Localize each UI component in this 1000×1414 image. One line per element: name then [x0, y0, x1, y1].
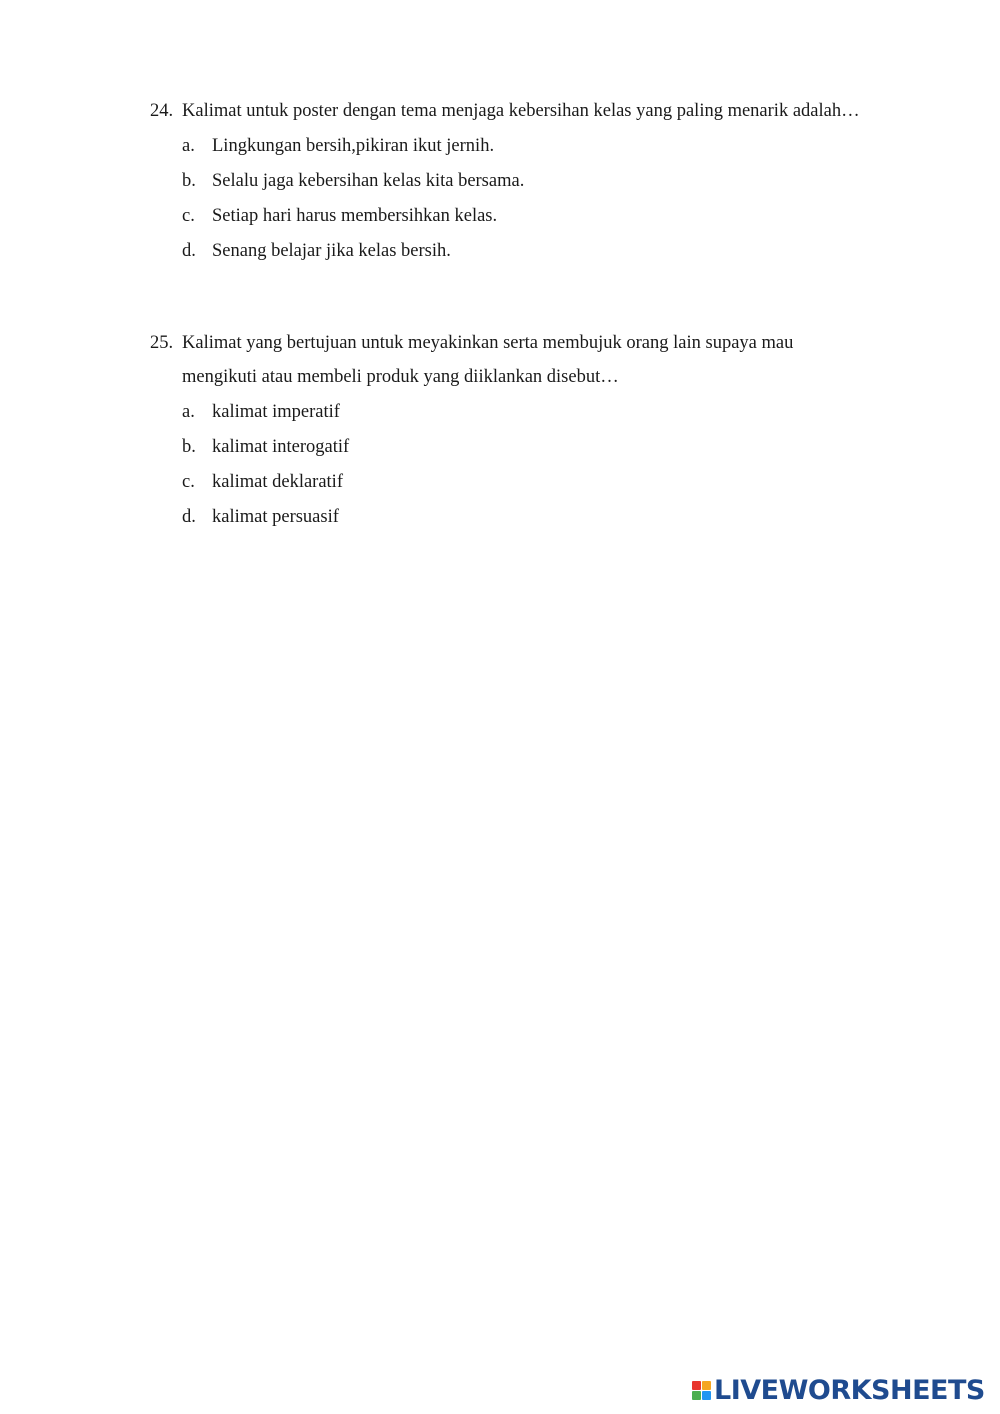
logo-square: [702, 1391, 711, 1400]
option-text: Senang belajar jika kelas bersih.: [212, 241, 451, 261]
option-c[interactable]: [182, 199, 870, 234]
option-d[interactable]: [182, 234, 870, 269]
option-list: [182, 395, 870, 535]
option-text: Setiap hari harus membersihkan kelas.: [212, 206, 498, 226]
liveworksheets-logo-icon: [692, 1381, 711, 1400]
logo-square: [692, 1381, 701, 1390]
option-a[interactable]: [182, 395, 870, 430]
option-text: kalimat deklaratif: [212, 472, 343, 492]
question-number: 24.: [150, 101, 174, 121]
option-b[interactable]: [182, 430, 870, 465]
option-d[interactable]: [182, 500, 870, 535]
option-text: Selalu jaga kebersihan kelas kita bersama.: [212, 171, 525, 191]
option-text: kalimat persuasif: [212, 507, 339, 527]
logo-square: [692, 1391, 701, 1400]
option-letter: b.: [182, 171, 196, 191]
option-a[interactable]: [182, 129, 870, 164]
option-letter: a.: [182, 136, 195, 156]
question-24: [150, 94, 870, 269]
question-number: 25.: [150, 333, 174, 353]
option-text: kalimat interogatif: [212, 437, 350, 457]
option-text: Lingkungan bersih,pikiran ikut jernih.: [212, 136, 495, 156]
option-letter: d.: [182, 241, 196, 261]
question-text: Kalimat yang bertujuan untuk meyakinkan serta membujuk orang lain supaya mau mengikuti atau membeli produk yang diiklankan disebut…: [182, 333, 794, 387]
logo-square: [702, 1381, 711, 1390]
question-stem: [150, 326, 870, 394]
question-stem: [150, 94, 870, 128]
option-letter: d.: [182, 507, 196, 527]
option-letter: c.: [182, 472, 195, 492]
option-text: kalimat imperatif: [212, 402, 340, 422]
option-list: [182, 129, 870, 269]
option-b[interactable]: [182, 164, 870, 199]
question-text: Kalimat untuk poster dengan tema menjaga kebersihan kelas yang paling menarik adalah…: [182, 101, 860, 121]
question-25: [150, 326, 870, 535]
option-c[interactable]: [182, 465, 870, 500]
logo-text: LIVEWORKSHEETS: [714, 1374, 985, 1406]
option-letter: c.: [182, 206, 195, 226]
liveworksheets-logo: [692, 1374, 985, 1406]
option-letter: a.: [182, 402, 195, 422]
option-letter: b.: [182, 437, 196, 457]
